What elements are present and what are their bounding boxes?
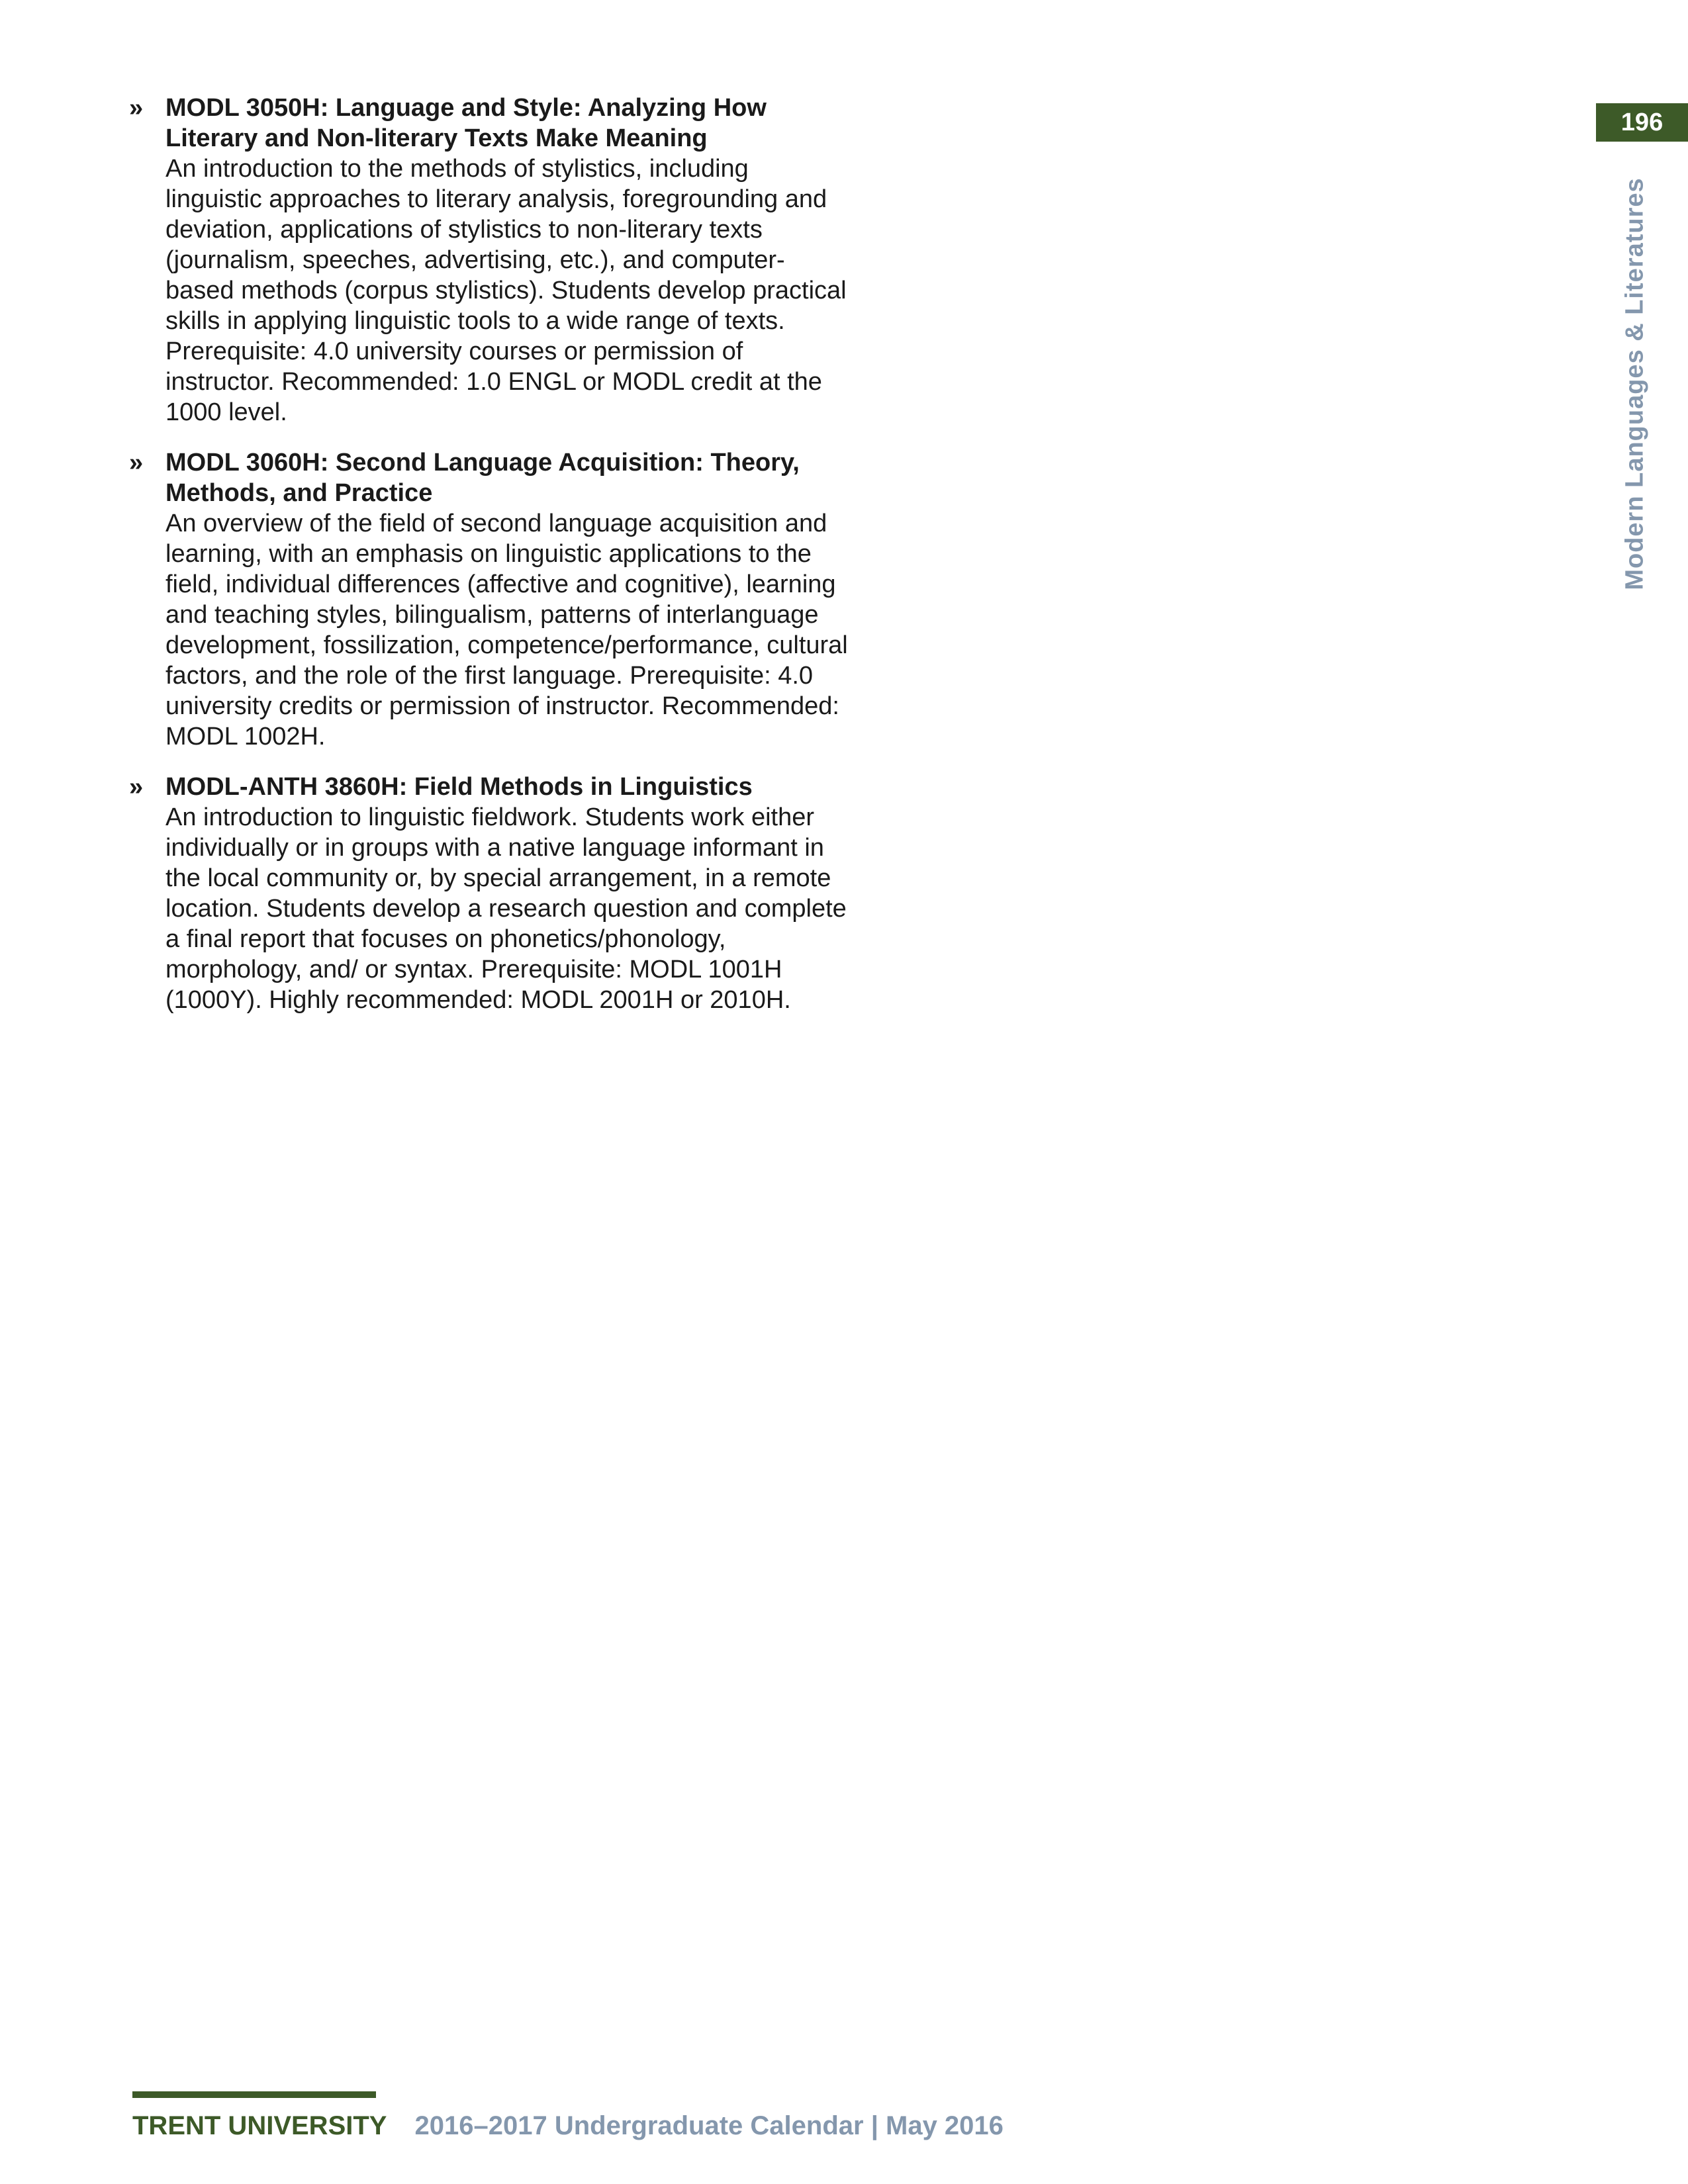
- course-entry: [129, 447, 851, 752]
- course-title: MODL 3060H: Second Language Acquisition: Theory, Methods, and Practice: [165, 449, 800, 507]
- course-title: MODL-ANTH 3860H: Field Methods in Linguistics: [165, 773, 753, 801]
- course-title: MODL 3050H: Language and Style: Analyzing How Literary and Non-literary Texts Make Meaning: [165, 94, 767, 152]
- section-side-label: Modern Languages & Literatures: [1620, 177, 1649, 590]
- course-entry: [129, 772, 851, 1015]
- footer-university: TRENT UNIVERSITY: [132, 2111, 387, 2140]
- bullet-icon: »: [129, 94, 144, 122]
- course-entry: [129, 93, 851, 428]
- footer-divider: [132, 2091, 376, 2098]
- page-number-badge: 196: [1596, 103, 1688, 142]
- course-description: An introduction to the methods of stylistics, including linguistic approaches to literary analysis, foregrounding and deviation, applications of stylistics to non-literary texts (journalism, speeches, advertising, etc.), and computer-based methods (corpus stylistics). Students develop practical skills in applying linguistic tools to a wide range of texts. Prerequisite: 4.0 university courses or permission of instructor. Recommended: 1.0 ENGL or MODL credit at the 1000 level.: [165, 155, 847, 426]
- bullet-icon: »: [129, 773, 144, 801]
- course-description: An introduction to linguistic fieldwork. Students work either individually or in groups with a native language informant in the local community or, by special arrangement, in a remote location. Students develop a research question and complete a final report that focuses on phonetics/phonology, morphology, and/ or syntax. Prerequisite: MODL 1001H (1000Y). Highly recommended: MODL 2001H or 2010H.: [165, 803, 847, 1014]
- bullet-icon: »: [129, 449, 144, 477]
- page-footer: [132, 2111, 1004, 2141]
- footer-calendar-info: 2016–2017 Undergraduate Calendar | May 2016: [414, 2111, 1004, 2140]
- course-list: [129, 93, 851, 1035]
- course-description: An overview of the field of second language acquisition and learning, with an emphasis on linguistic applications to the field, individual differences (affective and cognitive), learning and teaching styles, bilingualism, patterns of interlanguage development, fossilization, competence/performance, cultural factors, and the role of the first language. Prerequisite: 4.0 university credits or permission of instructor. Recommended: MODL 1002H.: [165, 510, 848, 751]
